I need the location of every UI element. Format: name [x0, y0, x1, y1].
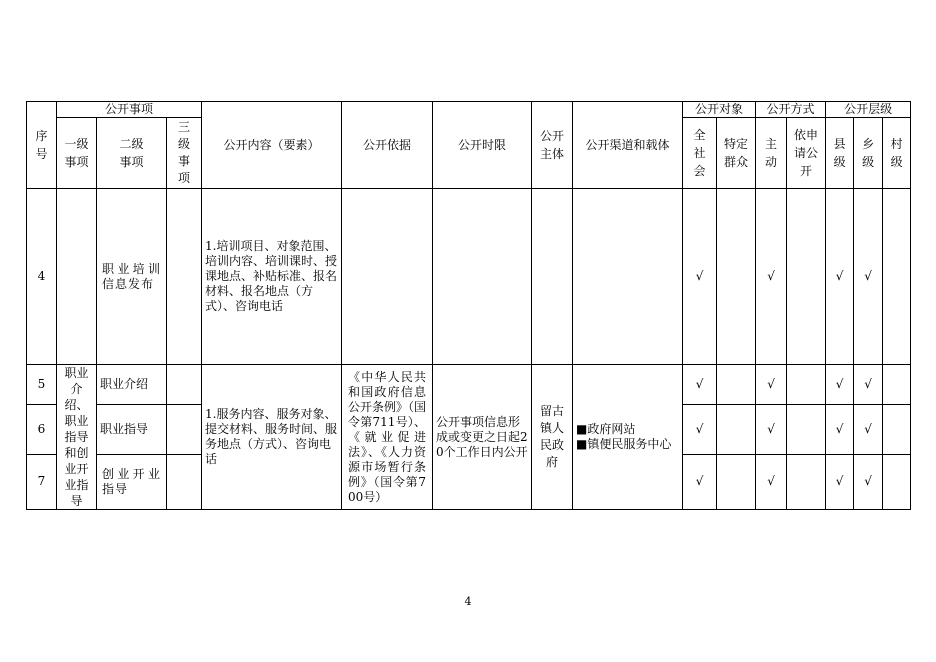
check-level-village	[883, 189, 911, 365]
table-row	[27, 365, 911, 405]
cell-channel	[573, 189, 683, 365]
check-audience-specific	[717, 405, 756, 455]
check-method-apply	[787, 454, 826, 509]
header-audience-specific-text: 特定群众	[724, 137, 749, 169]
header-level-village-text: 村级	[890, 137, 903, 169]
cell-time-limit	[433, 189, 532, 365]
cell-level3	[167, 189, 202, 365]
header-audience-group: 公开对象	[683, 102, 756, 118]
header-matter-group: 公开事项	[57, 102, 202, 118]
check-audience-all: √	[683, 365, 717, 405]
channel-item-service-center: ■镇便民服务中心	[576, 437, 672, 451]
subject-group-text: 留古镇人民政府	[540, 404, 565, 469]
check-level-township: √	[854, 189, 883, 365]
check-method-apply	[787, 405, 826, 455]
check-audience-specific	[717, 189, 756, 365]
header-time-limit: 公开时限	[433, 102, 532, 189]
header-level3	[167, 118, 202, 189]
check-level-county: √	[826, 365, 854, 405]
check-method-active: √	[756, 365, 787, 405]
disclosure-table	[26, 101, 911, 510]
check-method-apply	[787, 189, 826, 365]
header-level1	[57, 118, 97, 189]
cell-basis-group: 《中华人民共和国政府信息公开条例》（国令第711号）、《就业促进法》、《人力资源市场暂行条例》（国令第700号）	[342, 365, 433, 510]
cell-serial: 4	[27, 189, 57, 365]
cell-serial: 7	[27, 454, 57, 509]
header-method-active	[756, 118, 787, 189]
cell-level2: 职业培训信息发布	[97, 189, 167, 365]
header-level-township	[854, 118, 883, 189]
header-level3-text: 三级事项	[178, 120, 191, 185]
header-level2	[97, 118, 167, 189]
cell-content: 1.培训项目、对象范围、培训内容、培训课时、授课地点、补贴标准、报名材料、报名地点（方式）、咨询电话	[202, 189, 342, 365]
header-serial	[27, 102, 57, 189]
check-level-village	[883, 454, 911, 509]
check-level-village	[883, 405, 911, 455]
cell-time-limit-group: 公开事项信息形成或变更之日起20个工作日内公开	[433, 365, 532, 510]
header-method-group: 公开方式	[756, 102, 826, 118]
header-method-apply	[787, 118, 826, 189]
check-method-active: √	[756, 189, 787, 365]
check-level-county: √	[826, 405, 854, 455]
cell-level1	[57, 189, 97, 365]
header-content: 公开内容（要素）	[202, 102, 342, 189]
header-level-village	[883, 118, 911, 189]
header-audience-all-text: 全社会	[693, 128, 706, 178]
check-audience-specific	[717, 365, 756, 405]
header-level-county	[826, 118, 854, 189]
check-method-apply	[787, 365, 826, 405]
cell-channel-group	[573, 365, 683, 510]
cell-subject-group	[532, 365, 573, 510]
check-level-township: √	[854, 454, 883, 509]
header-level-group: 公开层级	[826, 102, 911, 118]
check-audience-all: √	[683, 405, 717, 455]
cell-level3	[167, 454, 202, 509]
header-method-active-text: 主动	[765, 137, 778, 169]
check-level-village	[883, 365, 911, 405]
check-audience-specific	[717, 454, 756, 509]
check-level-township: √	[854, 405, 883, 455]
header-channel: 公开渠道和载体	[573, 102, 683, 189]
check-method-active: √	[756, 405, 787, 455]
cell-level3	[167, 405, 202, 455]
cell-subject	[532, 189, 573, 365]
cell-level2: 创业开业指导	[97, 454, 167, 509]
table-row	[27, 189, 911, 365]
header-level-township-text: 乡级	[862, 137, 875, 169]
cell-serial: 6	[27, 405, 57, 455]
header-level2-text: 二级事项	[119, 137, 144, 169]
cell-content-group: 1.服务内容、服务对象、提交材料、服务时间、服务地点（方式）、咨询电话	[202, 365, 342, 510]
channel-item-website: ■政府网站	[576, 422, 636, 436]
cell-serial: 5	[27, 365, 57, 405]
cell-level3	[167, 365, 202, 405]
cell-basis	[342, 189, 433, 365]
cell-level2: 职业指导	[97, 405, 167, 455]
cell-level1-group	[57, 365, 97, 510]
check-level-county: √	[826, 454, 854, 509]
cell-level2: 职业介绍	[97, 365, 167, 405]
check-level-township: √	[854, 365, 883, 405]
header-audience-specific	[717, 118, 756, 189]
header-audience-all	[683, 118, 717, 189]
header-subject	[532, 102, 573, 189]
header-method-apply-text: 依申请公开	[794, 128, 819, 178]
header-level1-text: 一级事项	[64, 137, 89, 169]
check-method-active: √	[756, 454, 787, 509]
level1-group-text: 职业介绍、职业指导和创业开业指导	[64, 366, 89, 508]
check-audience-all: √	[683, 189, 717, 365]
header-subject-text: 公开主体	[540, 129, 565, 161]
header-serial-text: 序号	[35, 129, 48, 161]
check-audience-all: √	[683, 454, 717, 509]
check-level-county: √	[826, 189, 854, 365]
header-basis: 公开依据	[342, 102, 433, 189]
header-level-county-text: 县级	[833, 137, 846, 169]
page-number: 4	[464, 595, 472, 608]
